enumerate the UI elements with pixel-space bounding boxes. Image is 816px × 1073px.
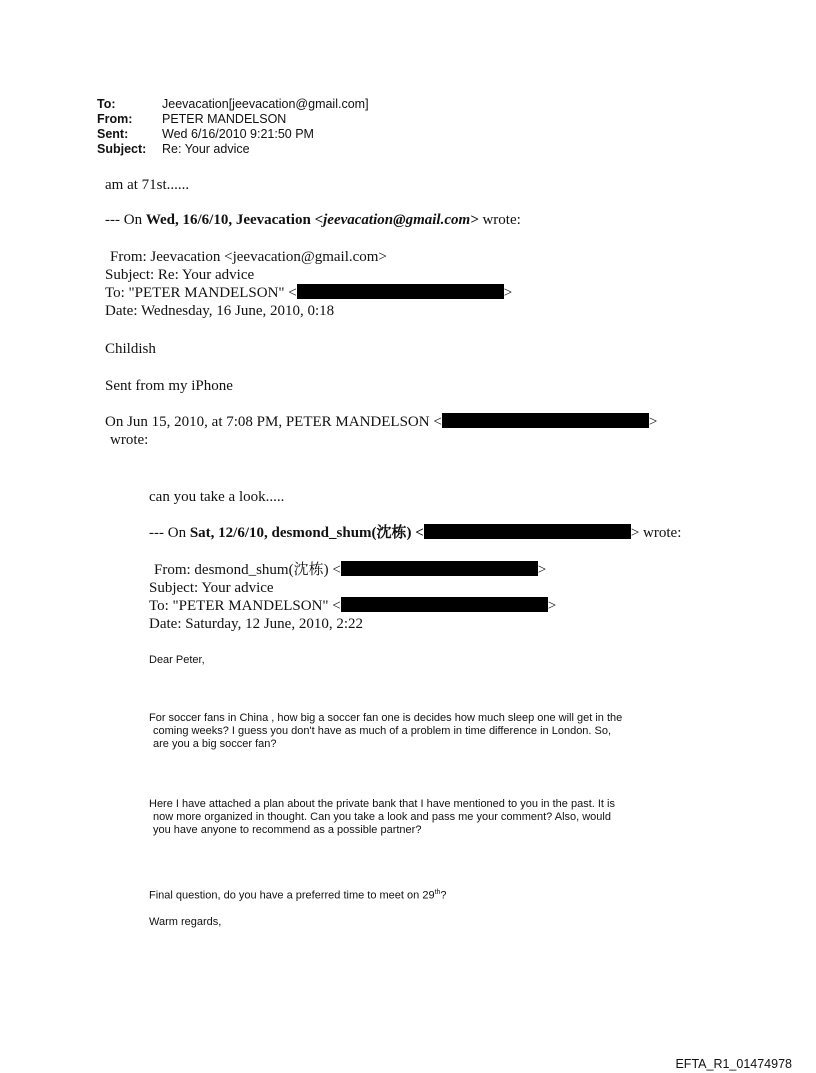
sent-from-text: Sent from my iPhone — [105, 378, 233, 394]
quote2-to-start: To: "PETER MANDELSON" < — [149, 598, 341, 614]
can-you-text: can you take a look..... — [149, 489, 285, 505]
quote2-to-end: > — [547, 598, 557, 614]
quote1-suffix: wrote: — [478, 212, 521, 228]
to-label: To: — [97, 97, 116, 111]
redaction-block — [442, 413, 649, 428]
redaction-block — [297, 284, 504, 299]
on-jun-end: > — [648, 414, 658, 430]
on-jun-start: On Jun 15, 2010, at 7:08 PM, PETER MANDELSON < — [105, 414, 442, 430]
quote1-date: Wed, 16/6/10, Jeevacation — [145, 212, 315, 228]
letter-para2-line3: you have anyone to recommend as a possible partner? — [153, 824, 422, 836]
header-from — [97, 112, 286, 127]
header-sent — [97, 127, 314, 142]
sent-value: Wed 6/16/2010 9:21:50 PM — [162, 127, 314, 141]
letter-para1-line3: are you a big soccer fan? — [153, 738, 277, 750]
quote1-subject: Subject: Re: Your advice — [105, 267, 255, 283]
quote2-subject: Subject: Your advice — [149, 580, 274, 596]
footer-doc-id: EFTA_R1_01474978 — [675, 1057, 792, 1071]
subject-label: Subject: — [97, 142, 147, 156]
reply-top: am at 71st...... — [105, 177, 190, 193]
final-q-sup: th — [434, 889, 441, 896]
quote2-date-line: Date: Saturday, 12 June, 2010, 2:22 — [149, 616, 363, 632]
quote2-from-start: From: desmond_shum(沈栋) < — [154, 562, 341, 578]
quote1-to — [105, 284, 512, 302]
from-value: PETER MANDELSON — [162, 112, 287, 126]
quote1-to-end: > — [503, 285, 513, 301]
redaction-block — [341, 597, 548, 612]
quote1-from: From: Jeevacation <jeevacation@gmail.com> — [110, 249, 387, 265]
quote2-suffix: > wrote: — [630, 525, 682, 541]
final-q-text: Final question, do you have a preferred time to meet on 29 — [149, 889, 435, 902]
letter-greeting: Dear Peter, — [149, 654, 205, 666]
header-subject — [97, 142, 250, 157]
sent-label: Sent: — [97, 127, 129, 141]
header-to — [97, 97, 369, 112]
quote2-from-end: > — [537, 562, 547, 578]
quote1-email: <jeevacation@gmail.com> — [314, 212, 479, 228]
quote1-date-line: Date: Wednesday, 16 June, 2010, 0:18 — [105, 303, 335, 319]
quote2-prefix: --- On — [149, 525, 190, 541]
letter-para2-line2: now more organized in thought. Can you take a look and pass me your comment? Also, would — [153, 811, 611, 823]
quote1-to-start: To: "PETER MANDELSON" < — [105, 285, 297, 301]
letter-para2-line1: Here I have attached a plan about the private bank that I have mentioned to you in the past. It is — [149, 798, 615, 810]
letter-para1-line1: For soccer fans in China , how big a soccer fan one is decides how much sleep one will get in the — [149, 712, 623, 724]
redaction-block — [424, 524, 631, 539]
quote2-date: Sat, 12/6/10, desmond_shum(沈栋) < — [189, 525, 424, 541]
letter-para1-line2: coming weeks? I guess you don't have as much of a problem in time difference in London. So, — [153, 725, 612, 737]
letter-final-question — [149, 886, 447, 903]
redaction-block — [341, 561, 538, 576]
final-q-end: ? — [440, 889, 447, 902]
subject-value: Re: Your advice — [162, 142, 250, 156]
quote2-to — [149, 597, 556, 615]
letter-closing: Warm regards, — [149, 916, 222, 928]
quote1-prefix: --- On — [105, 212, 146, 228]
quote2-header — [149, 524, 681, 542]
to-value: Jeevacation[jeevacation@gmail.com] — [162, 97, 369, 111]
from-label: From: — [97, 112, 133, 126]
quote2-from — [149, 561, 546, 579]
wrote-text: wrote: — [110, 432, 149, 448]
on-jun-line — [105, 413, 657, 431]
childish-text: Childish — [105, 341, 156, 357]
quote1-header — [105, 211, 521, 229]
